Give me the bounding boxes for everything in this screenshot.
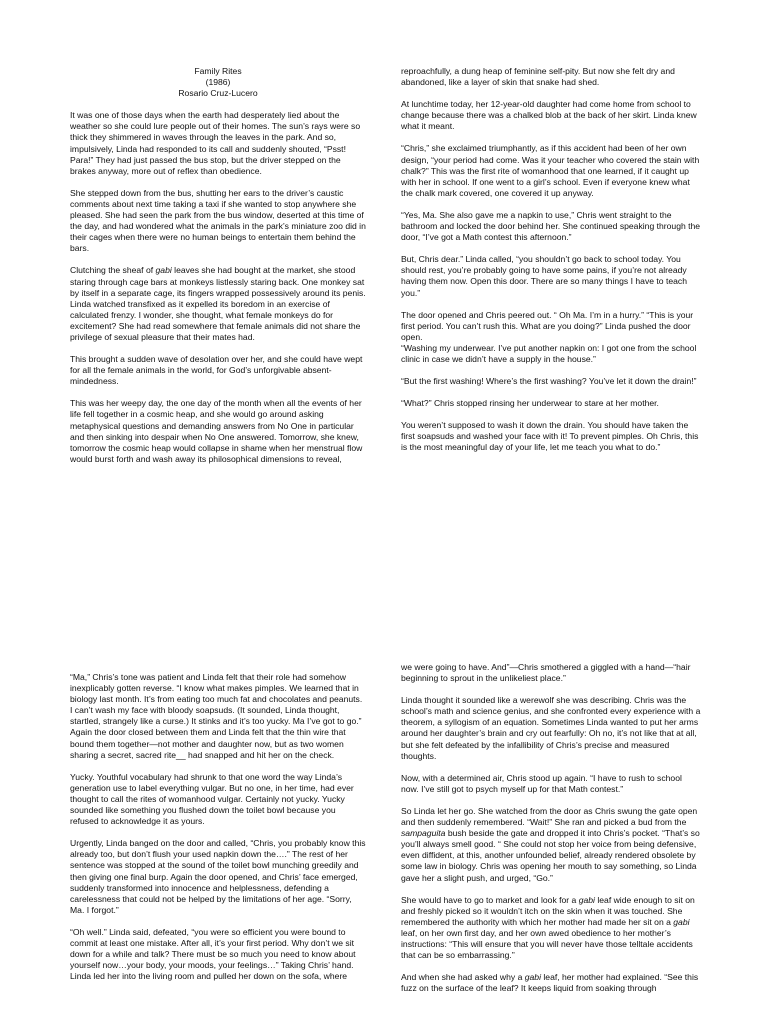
story-title: Family Rites [194, 66, 242, 76]
paragraph: She would have to go to market and look for a gabi leaf wide enough to sit on and freshly picked so it wouldn’t itch on the skin when it was touched. She remembered the authority with which her mother had made her sit on a gabi leaf, on her own first day, and her own awed obedience to her mother’s instructions: “This will ensure that you will never have those telltale accidents that can be so embarrassing.” [401, 894, 695, 961]
paragraph: “Oh well.” Linda said, defeated, “you were so efficient you were bound to commit at least one mistake. After all, it’s your first period. Why don’t we sit down for a while and talk? There must be so much you need to know about yourself now…your body, your moods, your feelings…” Taking Chris’ hand. Linda led her into the living room and pulled her down on the sofa, where [70, 926, 356, 982]
paragraph: “What?” Chris stopped rinsing her underwear to stare at her mother. [401, 398, 659, 409]
page-two-left-column [70, 672, 366, 993]
paragraph: Yucky. Youthful vocabulary had shrunk to that one word the way Linda’s generation use to label everything vulgar. But no one, in her time, had ever thought to call the rites of womanhood vulgar. Certainly not yucky. Yucky sounded like something you flushed down the toilet bowl because you refused to acknowledge it as yours. [70, 771, 354, 827]
paragraph: “But the first washing! Where’s the first washing? You’ve let it down the drain!” [401, 376, 697, 387]
paragraph: This brought a sudden wave of desolation over her, and she could have wept for all the female animals in the world, for God’s unforgivable absent-mindedness. [70, 354, 363, 387]
page-two [0, 512, 768, 1024]
story-author: Rosario Cruz-Lucero [178, 88, 258, 99]
paragraph: But, Chris dear.” Linda called, “you shouldn’t go back to school today. You should rest, you’re probably going to have some pains, if you’re not already having them now. Open this door. There are so many things I have to teach you.” [401, 254, 687, 298]
page-one-right-column [401, 66, 701, 465]
page-two-right-column [401, 662, 701, 1005]
paragraph: Now, with a determined air, Chris stood up again. “I have to rush to school now. I’ve still got to psych myself up for that Math contest.” [401, 772, 682, 794]
paragraph: “Chris,” she exclaimed triumphantly, as if this accident had been of her own design, “your period had come. Was it your teacher who covered the stain with chalk?” This was the first rite of womanhood that one learned, if it caught up with her in school. If one went to a girl’s school. Even if everyone knew what the chalk mark covered, one covered it up anyway. [401, 143, 700, 198]
paragraph: reproachfully, a dung heap of feminine self-pity. But now she felt dry and abandoned, like a layer of skin that snake had shed. [401, 66, 675, 88]
paragraph: “Ma,” Chris’s tone was patient and Linda felt that their role had somehow inexplicably gotten reverse. “I know what makes pimples. We learned that in biology last month. It’s from eating too much fat and chocolates and peanuts. I can’t wash my face with bloody soapsuds. (It sounded, Linda thought, startled, strangely like a curse.) It stinks and it’s too yucky. Ma I’ve got to go.” Again the door closed between them and Linda felt that the thin wire that bound them together—not mother and daughter now, but as two women sharing a secret, sacred rite__ had snapped and hit her on the check. [70, 672, 363, 760]
paragraph: Clutching the sheaf of gabi leaves she had bought at the market, she stood staring through cage bars at monkeys listlessly staring back. One monkey sat by itself in a separate cage, its fingers wrapped possessively around its penis. Linda watched transfixed as it expelled its boredom in an exercise of calculated frenzy. I wonder, she thought, what female monkeys do for excitement? She had read somewhere that female animals did not share the privilege of sexual pleasure that their mates had. [70, 265, 366, 342]
paragraph: And when she had asked why a gabi leaf, her mother had explained. “See this fuzz on the surface of the leaf? It keeps liquid from soaking through [401, 972, 699, 994]
paragraph: She stepped down from the bus, shutting her ears to the driver’s caustic comments about next time taking a taxi if she wanted to stop anywhere she pleased. She had seen the park from the bus window, deserted at this time of the day, and had wondered what the animals in the park’s miniature zoo did in their cages when there were no human beings to entertain them behind the bars. [70, 187, 366, 254]
paragraph: we were going to have. And”—Chris smothered a giggled with a hand—“hair beginning to sprout in the unlikeliest place.” [401, 662, 691, 684]
paragraph: So Linda let her go. She watched from the door as Chris swung the gate open and then suddenly remembered. “Wait!” She ran and picked a bud from the sampaguita bush beside the gate and dropped it into Chris’s pocket. “That’s so you’ll always smell good. “ She could not stop her voice from being defensive, even diffident, at this, another unfounded belief, already rendered obsolete by some law in biology. Chris was opening her mouth to say something, so Linda gave her a slight push, and urged, “Go.” [401, 805, 700, 883]
paragraph: The door opened and Chris peered out. “ Oh Ma. I’m in a hurry.” “This is your first period. You can’t rush this. What are you doing?” Linda pushed the door open. [401, 309, 694, 342]
paragraph: It was one of those days when the earth had desperately lied about the weather so she could lure people out of their homes. The sun’s rays were so thick they shimmered in waves through the leaves in the park. And so, impulsively, Linda had responded to its call and suddenly shouted, “Psst! Para!” They had just passed the bus stop, but the driver stepped on the brakes anyway, more out of reflex than obedience. [70, 110, 361, 176]
paragraph: At lunchtime today, her 12-year-old daughter had come home from school to change because there was a chalked blob at the back of her skirt. Linda knew what it meant. [401, 99, 697, 132]
page-one-left-column [70, 66, 366, 476]
paragraph: Urgently, Linda banged on the door and called, “Chris, you probably know this already too, but don’t flush your used napkin down the….” The rest of her sentence was stopped at the sound of the toilet bowl munching greedily and then giving one final burp. Again the door opened, and Chris’ face emerged, suddenly transformed into innocence and helplessness, defending a carelessness that could not be helped by the limitations of her age. “Sorry, Ma. I forgot.” [70, 838, 366, 915]
paragraph: Linda thought it sounded like a werewolf she was describing. Chris was the school’s math and science genius, and she confronted every experience with a theorem, a syllogism of an equation. Sometimes Linda wanted to put her arms around her daughter’s brain and cry out fearfully: Oh no, it’s not like that at all, but she felt defeated by the infallibility of Chris’s precise and measured thoughts. [401, 695, 701, 761]
paragraph: This was her weepy day, the one day of the month when all the events of her life fell together in a cosmic heap, and she would go around asking metaphysical questions and demanding answers from No One in particular and then sinking into despair when No One answered. Tomorrow, she knew, tomorrow the cosmic heap would collapse in shame when her menstrual flow would burst forth and wash away its philosophical dimensions to reveal, [70, 398, 363, 464]
document-title-block [70, 66, 366, 99]
paragraph: You weren’t supposed to wash it down the drain. You should have taken the first soapsuds and washed your face with it! To prevent pimples. Oh Chris, this is the most meaningful day of your life, let me teach you what to do.” [401, 420, 699, 453]
paragraph: “Washing my underwear. I’ve put another napkin on: I got one from the school clinic in case we didn’t have a supply in the house.” [401, 342, 697, 364]
paragraph: “Yes, Ma. She also gave me a napkin to use,” Chris went straight to the bathroom and locked the door behind her. She continued speaking through the door, “I’ve got a Math contest this afternoon.” [401, 209, 701, 243]
story-year: (1986) [205, 77, 231, 88]
